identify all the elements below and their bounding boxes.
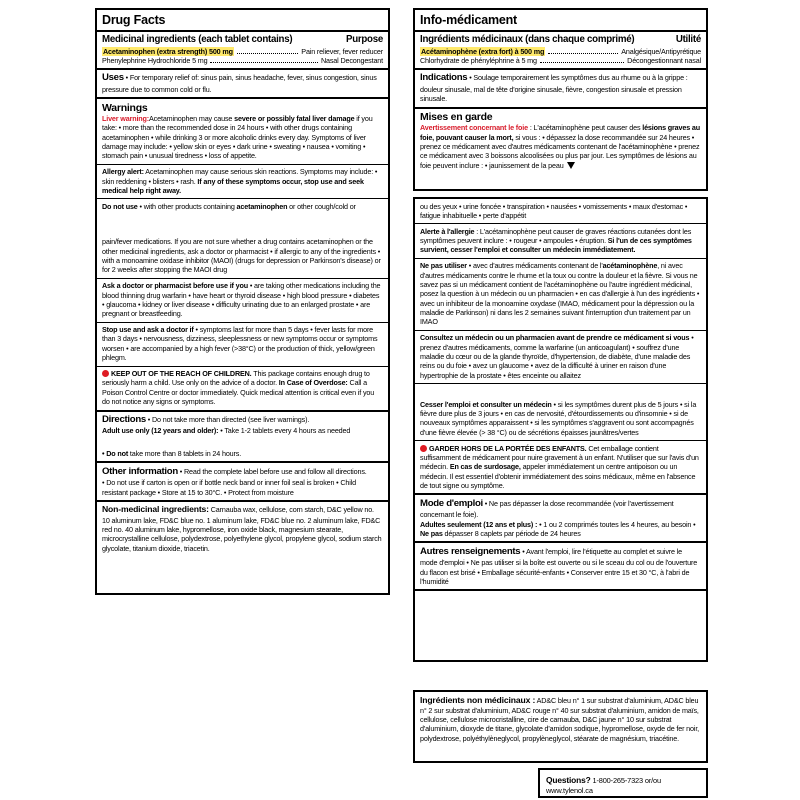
autres-text: • Avant l'emploi, lire l'étiquette au complet et suivre le mode d'emploi • Ne pas utiliser si la boîte est ouverte ou si le sceau du col ou de l'ouverture du flacon est brisé • Emballage sécurité-enfants • Conserver entre 15 et 30 °C, à l'abri de l'humidité [420,546,698,587]
questions-phone: 1-800-265-7323 or/ou [590,776,661,785]
french-non-medicinal-text: AD&C bleu n° 1 sur substrat d'aluminium, AD&C bleu n° 2 sur substrat d'aluminium, AD&C rouge n° 40 sur substrat d'aluminium, amidon de maïs, cellulose, cellulose microcristalline, cire de carnauba, D&C jaune n° 10 sur substrat d'aluminium, dioxyde de titane, glycolate d'amidon sodique, hypromellose, oxyde de fer noir, polydextrose, polyéthylèneglycol, propylèneglycol, stéarate de magnésium, triacétine. [420,695,700,743]
questions-box [538,768,708,798]
stop-use-label: Stop use and ask a doctor if [102,325,194,335]
layout-gap [415,589,706,637]
ask-doctor-text: • are taking other medications including the blood thinning drug warfarin • have heart or thyroid disease • high blood pressure • diabetes • glaucoma • kidney or liver disease • difficulty urinating due to an enlarged prostate • are pregnant or breastfeeding. [102,281,381,319]
french-non-medicinal-panel [413,690,708,763]
questions-label: Questions? [546,775,591,785]
french-garder-hors-portee-section [415,440,706,493]
dot-leader [210,56,317,63]
keep-out-text-1: This package contains enough drug to seriously harm a child. Use only on the advice of a doctor. [102,369,370,388]
non-medicinal-text: Carnauba wax, cellulose, corn starch, D&C yellow no. 10 aluminum lake, FD&C blue no. 1 aluminum lake, FD&C blue no. 2 aluminum lake, FD&C red no. 40 aluminum lake, hypromellose, iron oxide black, magnesium stearate, microcrystalline cellulose, polydextrose, polyethylene glycol, propylene glycol, sodium starch glycolate, titanium dioxide, triacetin. [102,505,382,553]
consultez-text: • prenez d'autres médicaments, comme la warfarine (un anticoagulant) • souffrez d'une maladie du cœur ou de la glande thyroïde, d'hypertension, de diabète, d'une maladie des reins ou du foie • avez un glaucome • avez de la difficulté à uriner en raison d'une hypertrophie de la prostate • êtes enceinte ou allaitez [420,333,694,380]
directions-label: Directions [102,414,146,425]
english-stop-use-section [97,322,388,366]
dot-leader [540,56,624,63]
surdosage-label: En cas de surdosage, [449,462,521,472]
max-dose-note [102,449,383,458]
french-page-title: Info-médicament [420,12,518,27]
do-not-use-bold: acetaminophen [236,201,288,211]
garder-bold: GARDER HORS DE LA PORTÉE DES ENFANTS. [429,443,587,453]
ne-pas-utiliser-bold: acétaminophène [602,261,658,271]
french-allergy-alert [420,227,701,255]
uses-text: • For temporary relief of: sinus pain, sinus headache, fever, sinus congestion, sinus pressure due to common cold or flu. [102,73,377,94]
french-ingredients-heading: Ingrédients médicinaux (dans chaque comprimé) [420,34,635,46]
non-medicinal-ingredients [102,504,383,553]
liver-warning-label: Liver warning: [102,114,150,124]
adult-use-label: Adult use only (12 years and older): [102,426,219,436]
purpose-heading: Purpose [345,34,383,46]
french-adult-bold-2: Ne pas [420,529,443,539]
cesser-label: Cesser l'emploi et consulter un médecin [420,399,552,409]
questions-website[interactable]: www.tylenol.ca [546,786,593,796]
french-consultez-section [415,330,706,383]
ingredient-purpose-phenylephrine: Nasal Decongestant [320,55,383,65]
english-ask-doctor-section [97,278,388,322]
english-uses-section [97,68,388,97]
ask-doctor-label: Ask a doctor or pharmacist before use if you [102,281,248,291]
english-do-not-use-section [97,198,388,277]
mode-emploi-label: Mode d'emploi [420,497,483,509]
ne-pas-utiliser-label: Ne pas utiliser [420,261,467,271]
french-garder-hors-portee [420,444,701,491]
keep-out-bold: KEEP OUT OF THE REACH OF CHILDREN. [111,369,252,379]
french-adult-label: Adultes seulement (12 ans et plus) : [420,519,538,529]
directions-text: • Do not take more than directed (see liver warnings). [145,415,310,424]
liver-warning [102,114,383,161]
non-medicinal-label: Non-medicinal ingredients: [102,504,209,515]
ne-pas-utiliser-text-2: , ni avec d'autres médicaments contre le rhume et la toux ou contre la douleur et la fièvre. Si vous ne savez pas si un médicament contient de l'acétaminophène ou l'autre ingrédient médicinal, posez la question à un médecin ou un pharmacien • en cas d'allergie à l'un des ingrédients • avec un inhibiteur de la monoamine oxydase (IMAO, médicament pour la dépression ou la maladie de Parkinson) ni dans les 2 semaines suivant l'interruption d'un traitement par un IMAO [420,261,700,327]
layout-gap [102,211,383,237]
french-ingredient-purpose-phenylephrine: Décongestionnant nasal [627,55,701,65]
french-mode-emploi-section [415,493,706,541]
ask-doctor [102,281,383,318]
french-ingredient-row [420,56,701,65]
french-adult-dosing [420,520,701,539]
liver-warning-text-2: if you take: • more than the recommended dose in 24 hours • with other drugs containing acetaminophen • while drinking 3 or more alcoholic drinks every day. Symptoms of liver damage may include: • yellow skin or eyes • dark urine • sweating • nausea • vomiting • stomach pain • unusual tiredness • loss of appetite. [102,114,373,161]
other-information-label: Other information [102,465,178,477]
red-dot-icon [102,370,109,377]
french-adult-text: • 1 ou 2 comprimés toutes les 4 heures, au besoin • [537,519,696,529]
french-autres-renseignements-section [415,541,706,589]
french-liver-bold: lésions graves au foie, pouvant causer la mort, [420,123,701,142]
do-not-use-text-1: • with other products containing [137,201,237,211]
keep-out-of-reach [102,369,383,406]
mises-en-garde-heading: Mises en garde [420,111,493,123]
do-not-use-continued: pain/fever medications. If you are not sure whether a drug contains acetaminophen or the other medicinal ingredients, ask a doctor or pharmacist • if allergic to any of the ingredients • with a monoamine oxidase inhibitor (MAOI) (drugs for depression or Parkinson's disease) or for 2 weeks after stopping the MAOI drug [102,237,381,275]
english-allergy-alert-section [97,164,388,199]
ingredient-name-phenylephrine: Phenylephrine Hydrochloride 5 mg [102,55,208,65]
stop-use-text: • symptoms last for more than 5 days • fever lasts for more than 3 days • nervousness, dizziness, sleeplessness or new symptoms occur or symptoms worsen • are accompanied by a high fever (>38°C) or the production of thick, yellow/green phlegm. [102,325,378,363]
french-adult-text-2: dépasser 8 caplets par période de 24 heures [442,529,581,539]
mode-emploi-text: • Ne pas dépasser la dose recommandée (voir l'avertissement concernant le foie). [420,498,674,520]
layout-gap [420,387,701,400]
french-liver-text-1: : L'acétaminophène peut causer des [527,123,643,133]
red-dot-icon [420,445,427,452]
french-ingredients-section [415,30,706,68]
continuation-arrow-icon [567,162,575,169]
indications-label: Indications [420,72,468,84]
french-ingredient-row [420,47,701,56]
ingredient-row [102,56,383,65]
english-keep-out-section [97,366,388,410]
ingredient-name-acetaminophen: Acetaminophen (extra strength) 500 mg [103,46,233,56]
adult-dosing [102,426,383,435]
stop-use [102,325,383,362]
do-not-use-label: Do not use [102,201,138,211]
ne-pas-utiliser-text-1: • avec d'autres médicaments contenant de l' [466,261,603,271]
french-info-medicament-panel [413,8,708,191]
garder-text-1: Cet emballage contient suffisamment de médicament pour nuire gravement à un enfant. N'utiliser que sur l'avis d'un médecin. [420,443,699,472]
consultez-label: Consultez un médecin ou un pharmacien avant de prendre ce médicament si vous [420,333,690,343]
cesser-text: • si les symptômes durent plus de 5 jours • si la fièvre dure plus de 3 jours • en cas de nervosité, d'étourdissements ou d'insomnie • si de nouveaux symptômes apparaissent • si les symptômes s'aggravent ou sont accompagnés d'une fièvre élevée (> 38 °C) ou de sécrétions épaisses jaunâtres/vertes [420,399,697,437]
french-cesser-emploi [420,400,701,437]
keep-out-text-2: Call a Poison Control Centre or doctor immediately. Quick medical attention is critical even if you do not notice any signs or symptoms. [102,378,375,407]
uses-label: Uses [102,72,124,84]
allergy-alert-text: Acetaminophen may cause serious skin reactions. Symptoms may include: • skin reddening • blisters • rash. [102,167,378,186]
indications-text: • Soulage temporairement les symptômes dus au rhume ou à la grippe : douleur sinusale, mal de tête d'origine sinusale, fièvre, congestion sinusale et pression sinusale. [420,73,688,104]
french-ingredient-name-phenylephrine: Chlorhydrate de phényléphrine à 5 mg [420,55,537,65]
warnings-heading: Warnings [102,101,148,114]
dot-leader [548,47,618,54]
english-other-information-section [97,461,388,500]
other-information-text-1: • Read the complete label before use and follow all directions. [177,466,367,476]
french-ne-pas-utiliser-section [415,258,706,330]
overdose-label: In Case of Overdose: [278,378,348,388]
french-liver-symptoms-text: ou des yeux • urine foncée • transpiration • nausées • vomissements • maux d'estomac • fatigue inhabituelle • perte d'appétit [420,201,688,220]
english-directions-section [97,410,388,462]
do-not-use-text-2: or other cough/cold or [287,201,356,211]
english-non-medicinal-section [97,500,388,556]
english-ingredients-section [97,30,388,68]
do-not-use [102,202,383,211]
french-mises-en-garde-section [415,107,706,174]
french-cesser-emploi-section [415,383,706,440]
autres-label: Autres renseignements [420,545,521,557]
page-title: Drug Facts [102,12,166,27]
liver-warning-text-1: Acetaminophen may cause [149,114,235,124]
dot-leader [237,47,298,54]
french-title-section [415,10,706,30]
french-purpose-heading: Utilité [675,34,701,46]
allergy-alert [102,167,383,195]
adult-use-text: • Take 1-2 tablets every 4 hours as needed [218,426,351,436]
french-allergy-text: : L'acétaminophène peut causer de graves réactions cutanées dont les symptômes peuvent inclure : • rougeur • ampoules • éruption. [420,226,692,246]
french-non-medicinal-ingredients [420,695,701,744]
french-liver-warning-label: Avertissement concernant le foie [420,123,528,133]
french-liver-warning [420,123,701,170]
max-dose-bold: • Do not [102,448,129,458]
english-title-section [97,10,388,30]
french-ingredient-purpose-acetaminophene: Analgésique/Antipyrétique [621,46,701,56]
layout-gap [102,436,383,449]
allergy-alert-bold: If any of these symptoms occur, stop use and seek medical help right away. [102,176,364,196]
english-warnings-section [97,97,388,164]
french-indications-section [415,68,706,107]
liver-warning-bold: severe or possibly fatal liver damage [234,114,355,124]
allergy-alert-label: Allergy alert: [102,167,144,177]
french-allergy-alert-section [415,223,706,258]
french-non-medicinal-section [415,692,706,746]
english-drug-facts-panel [95,8,390,595]
french-consultez [420,333,701,380]
garder-text-2: appeler immédiatement un centre antipoison ou un médecin. Il est essentiel d'obtenir immédiatement des soins médicaux, même en l'absence de tout signe ou symptôme. [420,462,696,490]
french-non-medicinal-label: Ingrédients non médicinaux : [420,694,536,705]
ingredients-heading: Medicinal ingredients (each tablet contains) [102,34,293,46]
french-allergy-bold: Si l'un de ces symptômes survient, cesser l'emploi et consulter un médecin immédiatement. [420,236,692,255]
ingredient-purpose-acetaminophen: Pain reliever, fever reducer [301,46,383,56]
other-information-text-2: • Do not use if carton is open or if bottle neck band or inner foil seal is broken • Child resistant package • Store at 15 to 30°C. • Protect from moisture [102,478,357,497]
french-ne-pas-utiliser [420,261,701,327]
max-dose-text: take more than 8 tablets in 24 hours. [128,448,242,458]
ingredient-row [102,47,383,56]
french-liver-symptoms-continued [415,199,706,223]
questions-content [540,770,706,800]
french-ingredient-name-acetaminophene: Acétaminophène (extra fort) à 500 mg [421,46,545,56]
french-liver-text-2: si vous : • dépassez la dose recommandée sur 24 heures • prenez ce médicament avec d'autres médicaments contenant de l'acétaminophène • prenez ce médicament avec 3 boissons alcoolisées ou plus par jour. Les symptômes de lésions au foie peuvent inclure : • jaunissement de la peau [420,132,700,170]
french-allergy-label: Alerte à l'allergie [420,226,475,236]
french-continuation-panel [413,197,708,662]
